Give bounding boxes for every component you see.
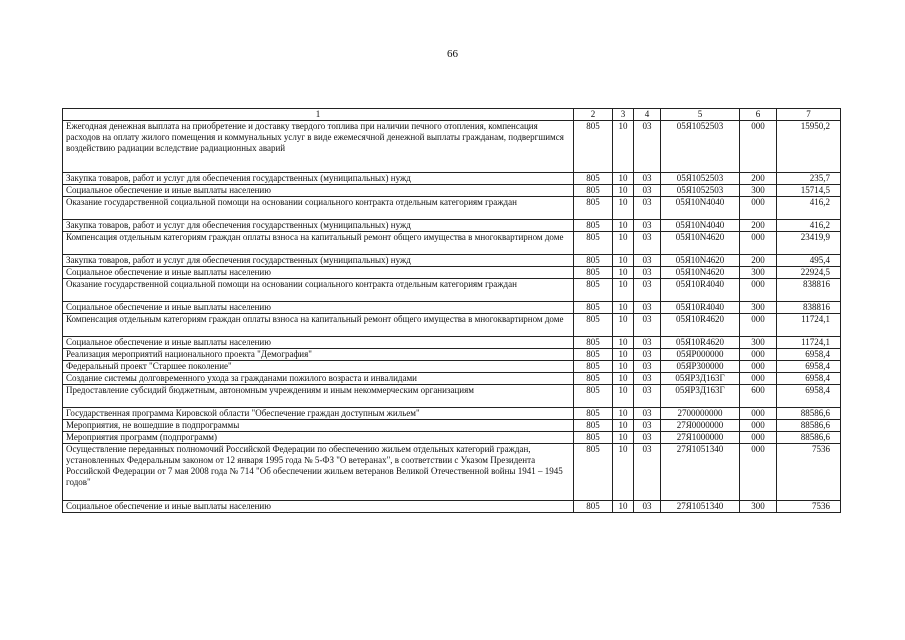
row-subsection-cell: 03 (634, 279, 661, 302)
row-name-cell: Закупка товаров, работ и услуг для обеспечения государственных (муниципальных) нужд (63, 173, 574, 185)
table-row (63, 444, 841, 501)
row-amount-cell: 15950,2 (777, 121, 841, 173)
row-amount-cell: 416,2 (777, 220, 841, 232)
table-row (63, 373, 841, 385)
row-target-code-cell: 05Я1052503 (661, 173, 740, 185)
row-section-cell: 10 (613, 432, 634, 444)
row-subsection-cell: 03 (634, 361, 661, 373)
table-row (63, 173, 841, 185)
row-code-cell: 805 (574, 373, 613, 385)
row-name-cell: Ежегодная денежная выплата на приобретение и доставку твердого топлива при наличии печного отопления, компенсация расходов на оплату жилого помещения и коммунальных услуг в виде ежемесячной денежной выплаты гражданам, подвергшимся воздействию радиации вследствие радиационных аварий (63, 121, 574, 173)
row-expense-type-cell: 200 (740, 255, 777, 267)
row-target-code-cell: 05Я10R4040 (661, 302, 740, 314)
row-section-cell: 10 (613, 302, 634, 314)
row-target-code-cell: 05ЯР300000 (661, 361, 740, 373)
row-target-code-cell: 05Я10R4620 (661, 314, 740, 337)
row-section-cell: 10 (613, 232, 634, 255)
row-expense-type-cell: 000 (740, 197, 777, 220)
row-subsection-cell: 03 (634, 232, 661, 255)
row-subsection-cell: 03 (634, 408, 661, 420)
row-code-cell: 805 (574, 420, 613, 432)
header-cell: 3 (613, 109, 634, 121)
row-expense-type-cell: 000 (740, 361, 777, 373)
row-target-code-cell: 05ЯР000000 (661, 349, 740, 361)
row-amount-cell: 22924,5 (777, 267, 841, 279)
row-section-cell: 10 (613, 220, 634, 232)
row-name-cell: Создание системы долговременного ухода за гражданами пожилого возраста и инвалидами (63, 373, 574, 385)
budget-table (62, 108, 841, 513)
row-expense-type-cell: 300 (740, 337, 777, 349)
row-expense-type-cell: 200 (740, 220, 777, 232)
row-amount-cell: 11724,1 (777, 337, 841, 349)
table-row (63, 121, 841, 173)
row-code-cell: 805 (574, 121, 613, 173)
row-amount-cell: 416,2 (777, 197, 841, 220)
row-section-cell: 10 (613, 267, 634, 279)
row-section-cell: 10 (613, 385, 634, 408)
row-name-cell: Закупка товаров, работ и услуг для обеспечения государственных (муниципальных) нужд (63, 220, 574, 232)
row-expense-type-cell: 000 (740, 314, 777, 337)
row-subsection-cell: 03 (634, 373, 661, 385)
row-code-cell: 805 (574, 444, 613, 501)
header-cell: 6 (740, 109, 777, 121)
row-subsection-cell: 03 (634, 121, 661, 173)
row-amount-cell: 7536 (777, 444, 841, 501)
row-name-cell: Социальное обеспечение и иные выплаты населению (63, 267, 574, 279)
row-code-cell: 805 (574, 337, 613, 349)
row-code-cell: 805 (574, 302, 613, 314)
row-target-code-cell: 27Я1000000 (661, 432, 740, 444)
row-subsection-cell: 03 (634, 220, 661, 232)
row-code-cell: 805 (574, 267, 613, 279)
row-code-cell: 805 (574, 220, 613, 232)
row-subsection-cell: 03 (634, 349, 661, 361)
row-amount-cell: 11724,1 (777, 314, 841, 337)
row-name-cell: Закупка товаров, работ и услуг для обеспечения государственных (муниципальных) нужд (63, 255, 574, 267)
row-amount-cell: 23419,9 (777, 232, 841, 255)
table-row (63, 279, 841, 302)
row-expense-type-cell: 000 (740, 408, 777, 420)
row-section-cell: 10 (613, 349, 634, 361)
row-name-cell: Социальное обеспечение и иные выплаты населению (63, 185, 574, 197)
row-target-code-cell: 05Я10N4620 (661, 267, 740, 279)
row-target-code-cell: 27Я0000000 (661, 420, 740, 432)
row-expense-type-cell: 000 (740, 420, 777, 432)
row-expense-type-cell: 600 (740, 385, 777, 408)
header-cell: 7 (777, 109, 841, 121)
row-target-code-cell: 27Я1051340 (661, 501, 740, 513)
row-name-cell: Государственная программа Кировской области "Обеспечение граждан доступным жильем" (63, 408, 574, 420)
row-target-code-cell: 27Я1051340 (661, 444, 740, 501)
row-section-cell: 10 (613, 408, 634, 420)
row-code-cell: 805 (574, 185, 613, 197)
row-name-cell: Компенсация отдельным категориям граждан оплаты взноса на капитальный ремонт общего имущества в многоквартирном доме (63, 314, 574, 337)
row-code-cell: 805 (574, 501, 613, 513)
row-name-cell: Компенсация отдельным категориям граждан оплаты взноса на капитальный ремонт общего имущества в многоквартирном доме (63, 232, 574, 255)
row-section-cell: 10 (613, 197, 634, 220)
row-amount-cell: 235,7 (777, 173, 841, 185)
row-subsection-cell: 03 (634, 385, 661, 408)
row-name-cell: Социальное обеспечение и иные выплаты населению (63, 337, 574, 349)
row-amount-cell: 88586,6 (777, 432, 841, 444)
row-target-code-cell: 05Я1052503 (661, 121, 740, 173)
row-subsection-cell: 03 (634, 302, 661, 314)
table-row (63, 302, 841, 314)
table-row (63, 408, 841, 420)
row-code-cell: 805 (574, 314, 613, 337)
row-section-cell: 10 (613, 373, 634, 385)
table-row (63, 255, 841, 267)
row-name-cell: Предоставление субсидий бюджетным, автономным учреждениям и иным некоммерческим организациям (63, 385, 574, 408)
header-cell: 2 (574, 109, 613, 121)
row-expense-type-cell: 000 (740, 279, 777, 302)
row-code-cell: 805 (574, 255, 613, 267)
row-name-cell: Мероприятия, не вошедшие в подпрограммы (63, 420, 574, 432)
row-section-cell: 10 (613, 255, 634, 267)
row-target-code-cell: 05ЯР3Д163Г (661, 373, 740, 385)
row-name-cell: Осуществление переданных полномочий Российской Федерации по обеспечению жильем отдельных категорий граждан, установленных Федеральным законом от 12 января 1995 года № 5-ФЗ "О ветеранах", в соответствии с Указом Президента Российской Федерации от 7 мая 2008 года № 714 "Об обеспечении жильем ветеранов Великой Отечественной войны 1941 – 1945 годов" (63, 444, 574, 501)
row-subsection-cell: 03 (634, 173, 661, 185)
row-amount-cell: 6958,4 (777, 385, 841, 408)
row-subsection-cell: 03 (634, 337, 661, 349)
row-section-cell: 10 (613, 337, 634, 349)
row-subsection-cell: 03 (634, 255, 661, 267)
row-expense-type-cell: 000 (740, 121, 777, 173)
row-target-code-cell: 05Я10N4620 (661, 232, 740, 255)
row-target-code-cell: 05ЯР3Д163Г (661, 385, 740, 408)
row-target-code-cell: 05Я10R4620 (661, 337, 740, 349)
row-code-cell: 805 (574, 232, 613, 255)
row-name-cell: Социальное обеспечение и иные выплаты населению (63, 501, 574, 513)
row-amount-cell: 838816 (777, 279, 841, 302)
row-expense-type-cell: 000 (740, 444, 777, 501)
row-code-cell: 805 (574, 173, 613, 185)
row-code-cell: 805 (574, 361, 613, 373)
table-row (63, 220, 841, 232)
row-section-cell: 10 (613, 185, 634, 197)
row-amount-cell: 6958,4 (777, 373, 841, 385)
row-subsection-cell: 03 (634, 267, 661, 279)
row-subsection-cell: 03 (634, 314, 661, 337)
row-expense-type-cell: 000 (740, 432, 777, 444)
row-expense-type-cell: 000 (740, 373, 777, 385)
row-subsection-cell: 03 (634, 444, 661, 501)
page-number: 66 (447, 48, 458, 60)
table-row (63, 197, 841, 220)
row-name-cell: Социальное обеспечение и иные выплаты населению (63, 302, 574, 314)
row-code-cell: 805 (574, 432, 613, 444)
row-expense-type-cell: 000 (740, 349, 777, 361)
row-section-cell: 10 (613, 420, 634, 432)
row-amount-cell: 495,4 (777, 255, 841, 267)
row-section-cell: 10 (613, 121, 634, 173)
row-amount-cell: 838816 (777, 302, 841, 314)
table-row (63, 501, 841, 513)
table-row (63, 337, 841, 349)
table-row (63, 385, 841, 408)
row-amount-cell: 7536 (777, 501, 841, 513)
row-target-code-cell: 05Я10N4040 (661, 197, 740, 220)
header-cell: 1 (63, 109, 574, 121)
table-row (63, 361, 841, 373)
row-name-cell: Мероприятия программ (подпрограмм) (63, 432, 574, 444)
row-amount-cell: 6958,4 (777, 361, 841, 373)
header-cell: 5 (661, 109, 740, 121)
row-amount-cell: 6958,4 (777, 349, 841, 361)
row-target-code-cell: 05Я10R4040 (661, 279, 740, 302)
row-section-cell: 10 (613, 501, 634, 513)
row-amount-cell: 88586,6 (777, 408, 841, 420)
table-row (63, 420, 841, 432)
row-code-cell: 805 (574, 279, 613, 302)
row-section-cell: 10 (613, 279, 634, 302)
row-code-cell: 805 (574, 385, 613, 408)
row-expense-type-cell: 200 (740, 173, 777, 185)
row-subsection-cell: 03 (634, 185, 661, 197)
row-name-cell: Оказание государственной социальной помощи на основании социального контракта отдельным категориям граждан (63, 197, 574, 220)
row-code-cell: 805 (574, 197, 613, 220)
row-section-cell: 10 (613, 314, 634, 337)
row-subsection-cell: 03 (634, 432, 661, 444)
row-target-code-cell: 2700000000 (661, 408, 740, 420)
table-row (63, 232, 841, 255)
header-row (63, 109, 841, 121)
table-row (63, 432, 841, 444)
table-row (63, 349, 841, 361)
row-amount-cell: 88586,6 (777, 420, 841, 432)
row-expense-type-cell: 300 (740, 302, 777, 314)
row-name-cell: Федеральный проект "Старшее поколение" (63, 361, 574, 373)
table-row (63, 185, 841, 197)
header-cell: 4 (634, 109, 661, 121)
row-target-code-cell: 05Я1052503 (661, 185, 740, 197)
row-section-cell: 10 (613, 173, 634, 185)
row-code-cell: 805 (574, 349, 613, 361)
row-section-cell: 10 (613, 444, 634, 501)
row-name-cell: Оказание государственной социальной помощи на основании социального контракта отдельным категориям граждан (63, 279, 574, 302)
row-subsection-cell: 03 (634, 420, 661, 432)
row-amount-cell: 15714,5 (777, 185, 841, 197)
table-row (63, 267, 841, 279)
row-target-code-cell: 05Я10N4620 (661, 255, 740, 267)
row-subsection-cell: 03 (634, 501, 661, 513)
row-name-cell: Реализация мероприятий национального проекта "Демография" (63, 349, 574, 361)
row-section-cell: 10 (613, 361, 634, 373)
table-row (63, 314, 841, 337)
row-target-code-cell: 05Я10N4040 (661, 220, 740, 232)
row-expense-type-cell: 300 (740, 185, 777, 197)
row-code-cell: 805 (574, 408, 613, 420)
row-expense-type-cell: 000 (740, 232, 777, 255)
row-subsection-cell: 03 (634, 197, 661, 220)
row-expense-type-cell: 300 (740, 267, 777, 279)
row-expense-type-cell: 300 (740, 501, 777, 513)
